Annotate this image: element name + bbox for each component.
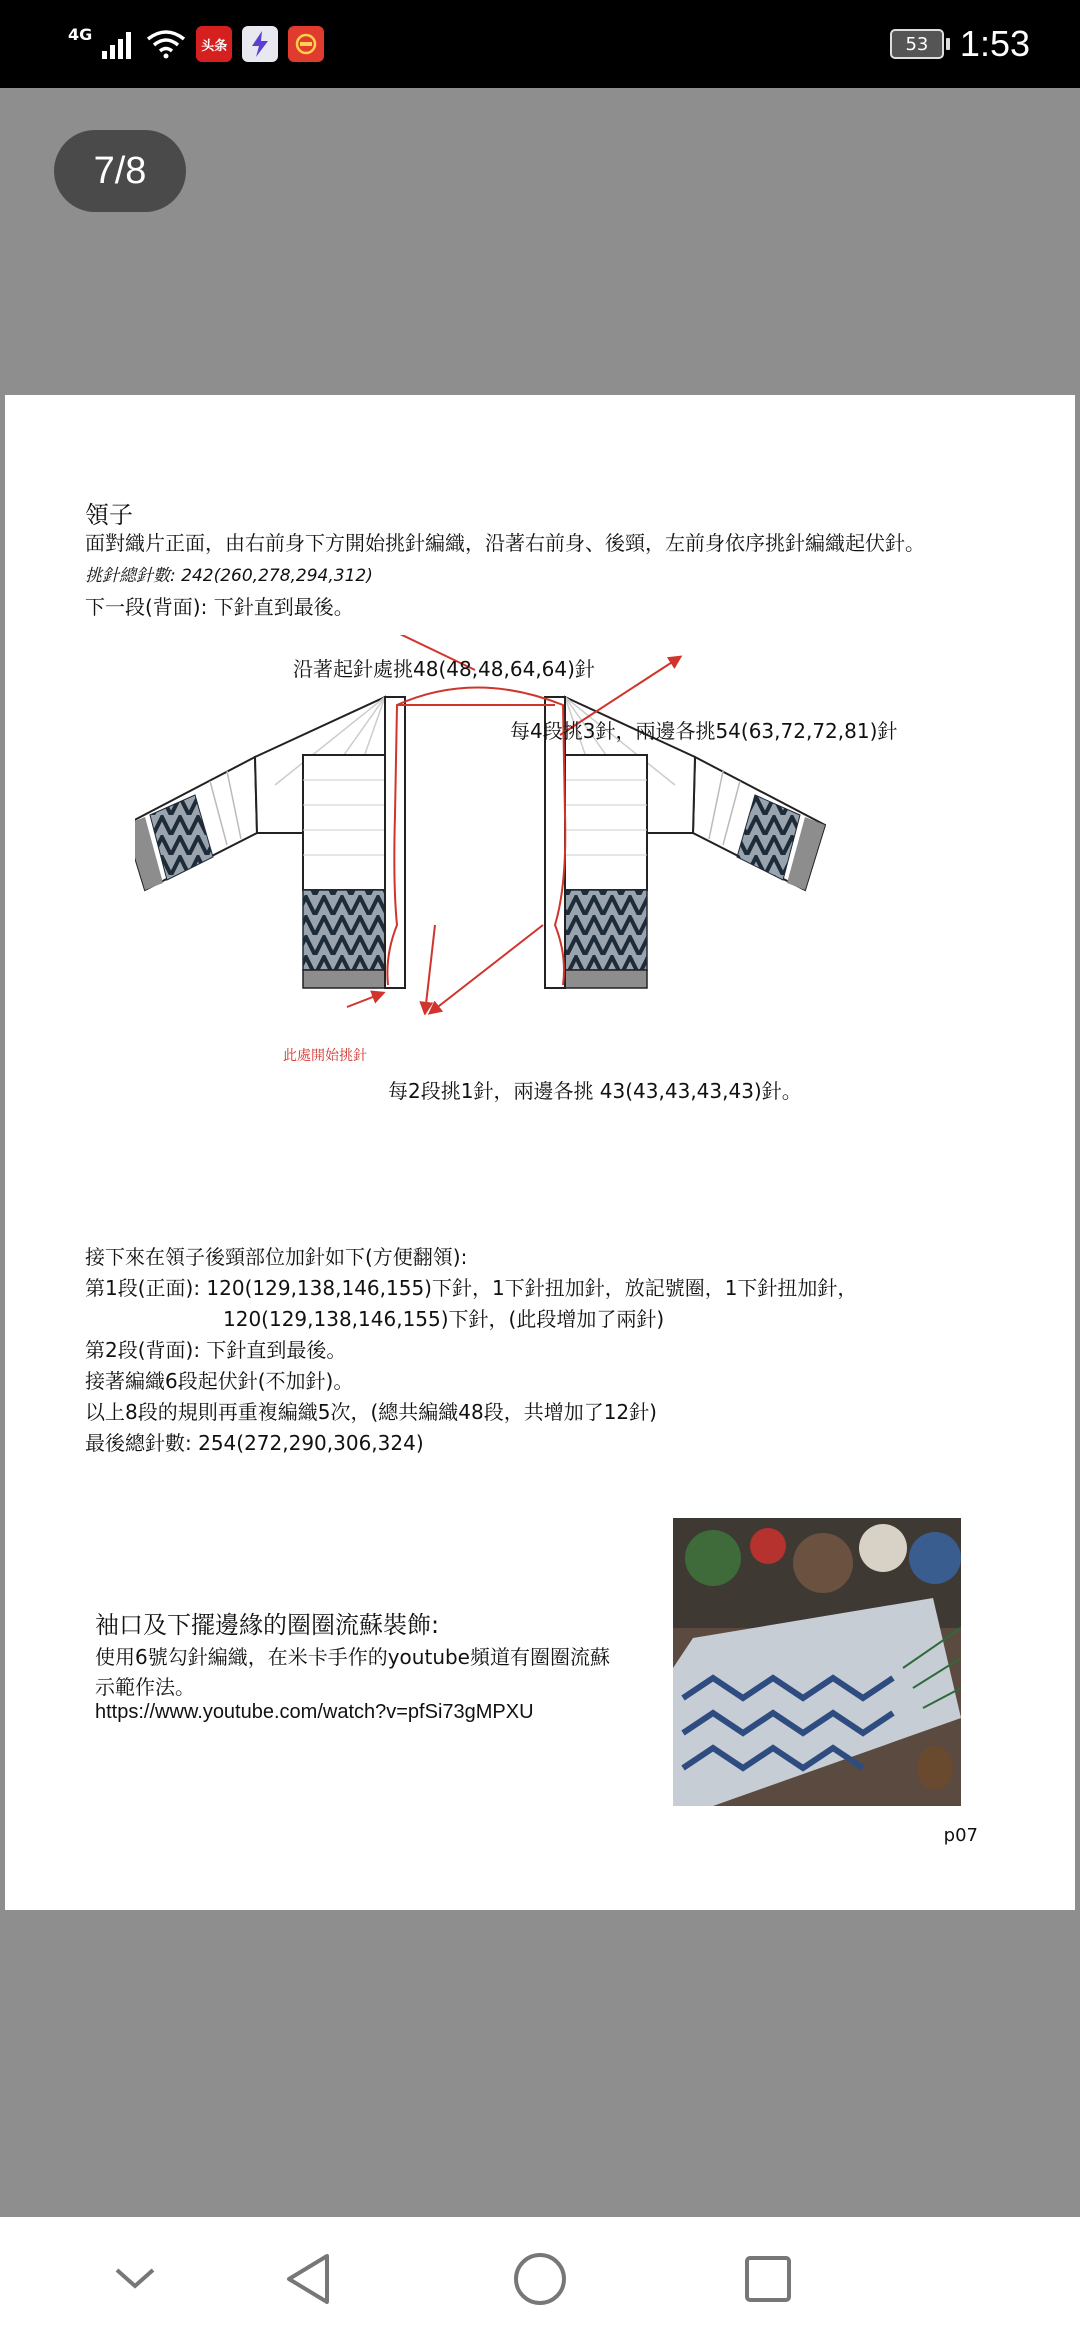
toutiao-app-icon: 头条 — [196, 26, 232, 62]
increase-intro: 接下來在領子後頸部位加針如下(方便翻領): — [85, 1245, 468, 1269]
diagram-label-start: 此處開始挑針 — [283, 1048, 367, 1064]
document-page — [5, 395, 1075, 1910]
network-type: 4G — [68, 24, 93, 44]
collar-stitch-total: 挑針總針數: 242(260,278,294,312) — [85, 566, 373, 586]
increase-row3: 接著編織6段起伏針(不加針)。 — [85, 1369, 354, 1393]
signal-icon — [102, 29, 136, 59]
clock: 1:53 — [959, 23, 1030, 64]
back-triangle-icon — [283, 2252, 333, 2306]
page-counter: 7/8 — [54, 130, 186, 212]
collar-instruction: 面對織片正面，由右前身下方開始挑針編織，沿著右前身、後頸，左前身依序挑針編織起伏針。 — [85, 531, 925, 555]
collapse-button[interactable] — [95, 2239, 175, 2319]
status-right — [890, 20, 1030, 68]
back-button[interactable] — [268, 2239, 348, 2319]
home-circle-icon — [512, 2251, 568, 2307]
navigation-bar — [0, 2217, 1080, 2340]
collar-diagram — [135, 635, 955, 1015]
recents-button[interactable] — [728, 2239, 808, 2319]
battery-icon: 53 — [890, 29, 944, 59]
fringe-line2: 示範作法。 — [95, 1675, 195, 1699]
increase-row5: 最後總針數: 254(272,290,306,324) — [85, 1431, 424, 1455]
recents-square-icon — [743, 2254, 793, 2304]
wifi-icon — [146, 29, 186, 59]
diagram-label-top: 沿著起針處挑48(48,48,64,64)針 — [293, 657, 595, 681]
front-body-right — [565, 755, 647, 988]
diagram-label-bottom: 每2段挑1針，兩邊各挑 43(43,43,43,43)針。 — [388, 1079, 802, 1103]
collar-next-row: 下一段(背面): 下針直到最後。 — [85, 595, 354, 619]
fringe-heading: 袖口及下擺邊緣的圈圈流蘇裝飾: — [95, 1611, 440, 1639]
increase-row4: 以上8段的規則再重複編織5次，(總共編織48段，共增加了12針) — [85, 1400, 657, 1424]
page-number: p07 — [943, 1825, 978, 1846]
left-sleeve — [135, 757, 257, 890]
increase-row1a: 第1段(正面): 120(129,138,146,155)下針，1下針扭加針，放記號圈，1下針扭加針， — [85, 1276, 858, 1300]
scarf-photo — [673, 1518, 961, 1806]
increase-row2: 第2段(背面): 下針直到最後。 — [85, 1338, 347, 1362]
collar-heading: 領子 — [85, 501, 133, 529]
front-body-left — [303, 755, 385, 988]
diagram-label-right: 每4段挑3針，兩邊各挑54(63,72,72,81)針 — [510, 719, 898, 743]
status-bar — [0, 0, 1080, 88]
fringe-url[interactable]: https://www.youtube.com/watch?v=pfSi73gMPXU — [95, 1701, 534, 1723]
chevron-down-icon — [113, 2266, 157, 2292]
increase-row1b: 120(129,138,146,155)下針，(此段增加了兩針) — [223, 1307, 665, 1331]
shopping-app-icon — [288, 26, 324, 62]
right-sleeve — [693, 757, 825, 890]
fringe-line1: 使用6號勾針編織，在米卡手作的youtube頻道有圈圈流蘇 — [95, 1645, 610, 1669]
home-button[interactable] — [500, 2239, 580, 2319]
status-left — [68, 24, 324, 64]
lightning-app-icon — [242, 26, 278, 62]
